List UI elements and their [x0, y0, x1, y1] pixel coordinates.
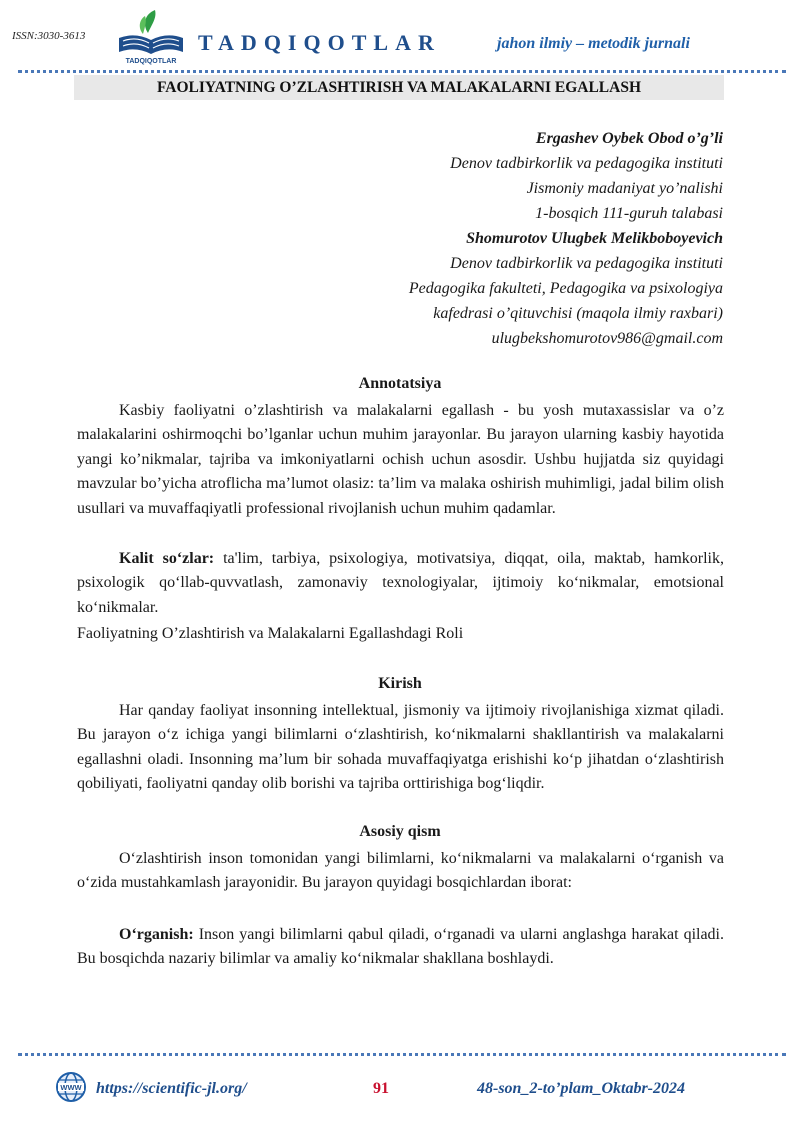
page-number: 91 — [373, 1080, 389, 1097]
main-heading: Asosiy qism — [359, 823, 441, 840]
author-name-2: Shomurotov Ulugbek Melikboboyevich — [466, 230, 723, 247]
annotation-heading: Annotatsiya — [358, 375, 442, 392]
term-paragraph — [77, 923, 724, 972]
keywords-paragraph — [77, 547, 724, 620]
author-affiliation-line: kafedrasi o’qituvchisi (maqola ilmiy raxbari) — [433, 305, 723, 322]
author-affiliation-line: Jismoniy madaniyat yo’nalishi — [526, 180, 723, 197]
journal-name: TADQIQOTLAR — [198, 30, 441, 55]
main-text: O‘zlashtirish inson tomonidan yangi bilimlarni, ko‘nikmalarni va malakalarni o‘rganish va o‘zida mustahkamlash jarayonidir. Bu jarayon quyidagi bosqichlardan iborat: — [77, 850, 724, 892]
svg-text:WWW: WWW — [60, 1083, 82, 1092]
journal-logo — [115, 8, 187, 66]
article-title: FAOLIYATNING O’ZLASHTIRISH VA MALAKALARNI EGALLASH — [74, 75, 724, 100]
footer-divider — [18, 1053, 786, 1056]
annotation-text: Kasbiy faoliyatni o’zlashtirish va malakalarni egallash - bu yosh mutaxassislar va o’z malakalarini oshirmoqchi bo’lganlar uchun muhim jarayonlar. Bu jarayon ularning kasbiy hayotida yangi ko’nikmalar, tajriba va imkoniyatlarni ochish uchun asosdir. Ushbu hujjatda siz quyidagi mavzular bo’yicha atroflicha ma’lumot olasiz: ta’lim va malaka oshirish muhimligi, jadal bilim olish usullari va muvaffaqiyatli professional rivojlanish uchun muhim qadamlar. — [77, 402, 724, 517]
issue-info: 48-son_2-to’plam_Oktabr-2024 — [477, 1080, 685, 1097]
author-affiliation-line: Denov tadbirkorlik va pedagogika instituti — [450, 255, 723, 272]
author-name-1: Ergashev Oybek Obod o’g’li — [535, 130, 723, 147]
annotation-subtitle: Faoliyatning O’zlashtirish va Malakalarni Egallashdagi Roli — [77, 625, 464, 642]
issn: ISSN:3030-3613 — [12, 30, 86, 42]
term-text: Inson yangi bilimlarni qabul qiladi, o‘rganadi va ularni anglashga harakat qiladi. Bu bosqichda nazariy bilimlar va amaliy ko‘nikmalar shakllana boshlaydi. — [77, 926, 725, 968]
logo-text: TADQIQOTLAR — [125, 58, 177, 65]
author-affiliation-line: Pedagogika fakulteti, Pedagogika va psixologiya — [408, 280, 723, 297]
author-affiliation-line: Denov tadbirkorlik va pedagogika instituti — [450, 155, 723, 172]
journal-url-link[interactable]: https://scientific-jl.org/ — [96, 1080, 247, 1097]
introduction-heading: Kirish — [378, 675, 422, 692]
globe-icon — [55, 1071, 87, 1103]
keywords-label: Kalit so‘zlar: — [119, 550, 215, 567]
term-label: O‘rganish: — [119, 926, 194, 943]
author-email: ulugbekshomurotov986@gmail.com — [491, 330, 723, 347]
introduction-text: Har qanday faoliyat insonning intellektual, jismoniy va ijtimoiy rivojlanishiga xizmat qiladi. Bu jarayon o‘z ichiga yangi bilimlarni o‘zlashtirish, ko‘nikmalarni shakllantirish va malakalarni egallashni oladi. Insonning ma’lum bir sohada muvaffaqiyatga erishishi ko‘p jihatdan o‘zlashtirish qobiliyati, faoliyatni qanday olib borishi va tajriba orttirishiga bog‘liqdir. — [77, 702, 724, 793]
header-divider — [18, 70, 786, 73]
authors-block — [409, 126, 723, 351]
author-affiliation-line: 1-bosqich 111-guruh talabasi — [535, 205, 723, 222]
keywords-text: ta'lim, tarbiya, psixologiya, motivatsiya, diqqat, oila, maktab, hamkorlik, psixologik qo‘llab-quvvatlash, zamonaviy texnologiyalar, ijtimoiy ko‘nikmalar, emotsional ko‘nikmalar. — [77, 550, 724, 616]
journal-tagline: jahon ilmiy – metodik jurnali — [497, 35, 690, 52]
